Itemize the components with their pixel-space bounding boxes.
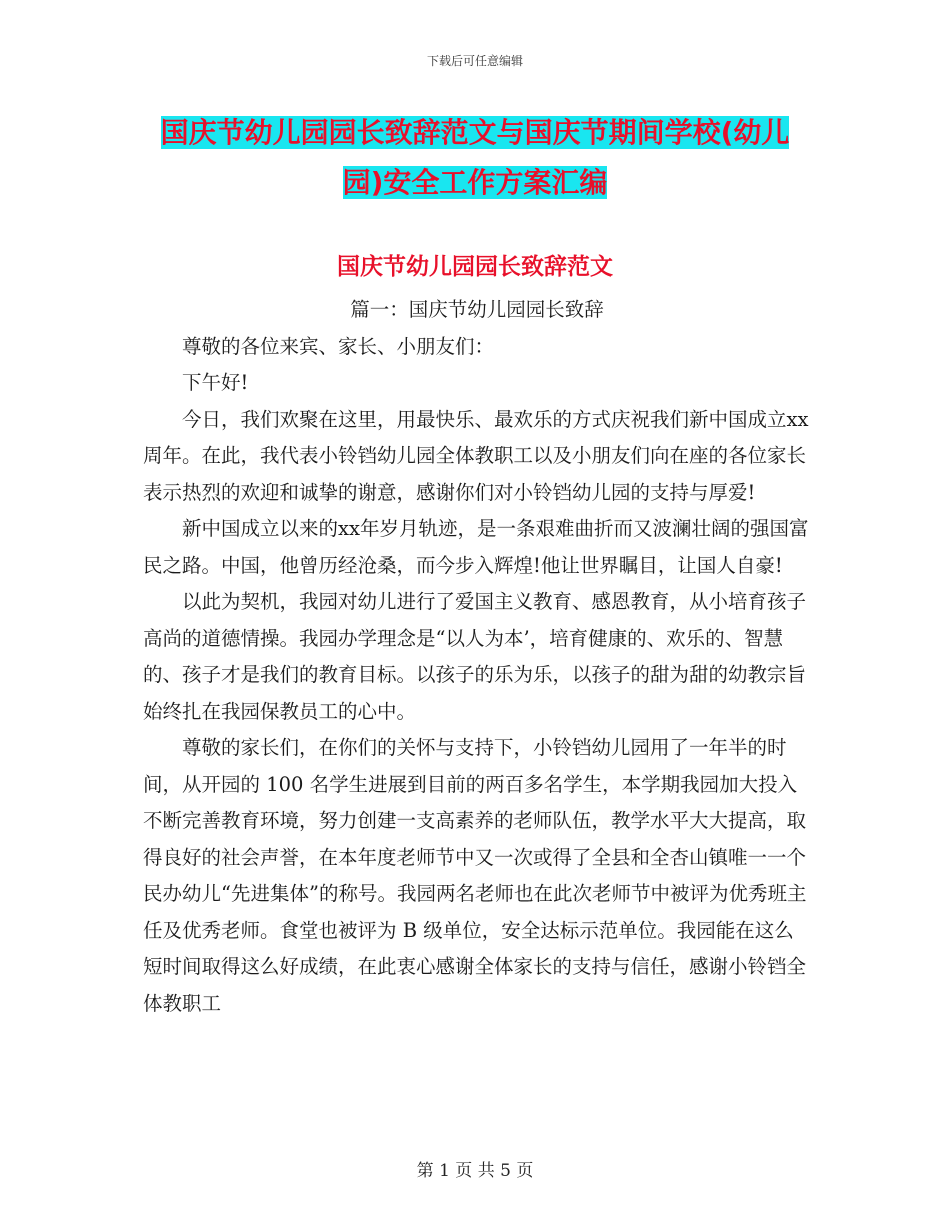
page-number-footer: 第 1 页 共 5 页: [416, 1161, 534, 1181]
title-line-2: 园)安全工作方案汇编: [342, 166, 608, 199]
paragraph-history: 新中国成立以来的xx年岁月轨迹，是一条艰难曲折而又波澜壮阔的强国富民之路。中国，他曾历经沧桑，而今步入辉煌!他让世界瞩目，让国人自豪!: [143, 517, 809, 577]
title-line-1: 国庆节幼儿园园长致辞范文与国庆节期间学校(幼儿: [160, 116, 790, 149]
document-body: [143, 292, 811, 1022]
page-header-note: 下载后可任意编辑: [426, 54, 523, 68]
section-subtitle: 篇一：国庆节幼儿园园长致辞: [350, 298, 604, 321]
section-title: 国庆节幼儿园园长致辞范文: [337, 254, 613, 280]
paragraph-achievements: 尊敬的家长们，在你们的关怀与支持下，小铃铛幼儿园用了一年半的时间，从开园的 100 名学生进展到目前的两百多名学生，本学期我园加大投入不断完善教育环境，努力创建一支高素养的老师队伍，教学水平大大提高，取得良好的社会声誉，在本年度老师节中又一次或得了全县和全杏山镇唯一一个民办幼儿“先进集体”的称号。我园两名老师也在此次老师节中被评为优秀班主任及优秀老师。食堂也被评为 B 级单位，安全达标示范单位。我园能在这么短时间取得这么好成绩，在此衷心感谢全体家长的支持与信任，感谢小铃铛全体教职工: [143, 736, 807, 1015]
document-title: [140, 108, 810, 208]
paragraph-salutation: 尊敬的各位来宾、家长、小朋友们：: [182, 334, 495, 358]
paragraph-greeting: 下午好!: [182, 371, 249, 394]
paragraph-welcome: 今日，我们欢聚在这里，用最快乐、最欢乐的方式庆祝我们新中国成立xx周年。在此，我代表小铃铛幼儿园全体教职工以及小朋友们向在座的各位家长表示热烈的欢迎和诚挚的谢意，感谢你们对小铃铛幼儿园的支持与厚爱!: [143, 407, 809, 504]
paragraph-education: 以此为契机，我园对幼儿进行了爱国主义教育、感恩教育，从小培育孩子高尚的道德情操。我园办学理念是“以人为本’，培育健康的、欢乐的、智慧的、孩子才是我们的教育目标。以孩子的乐为乐，以孩子的甜为甜的幼教宗旨始终扎在我园保教员工的心中。: [143, 590, 807, 723]
